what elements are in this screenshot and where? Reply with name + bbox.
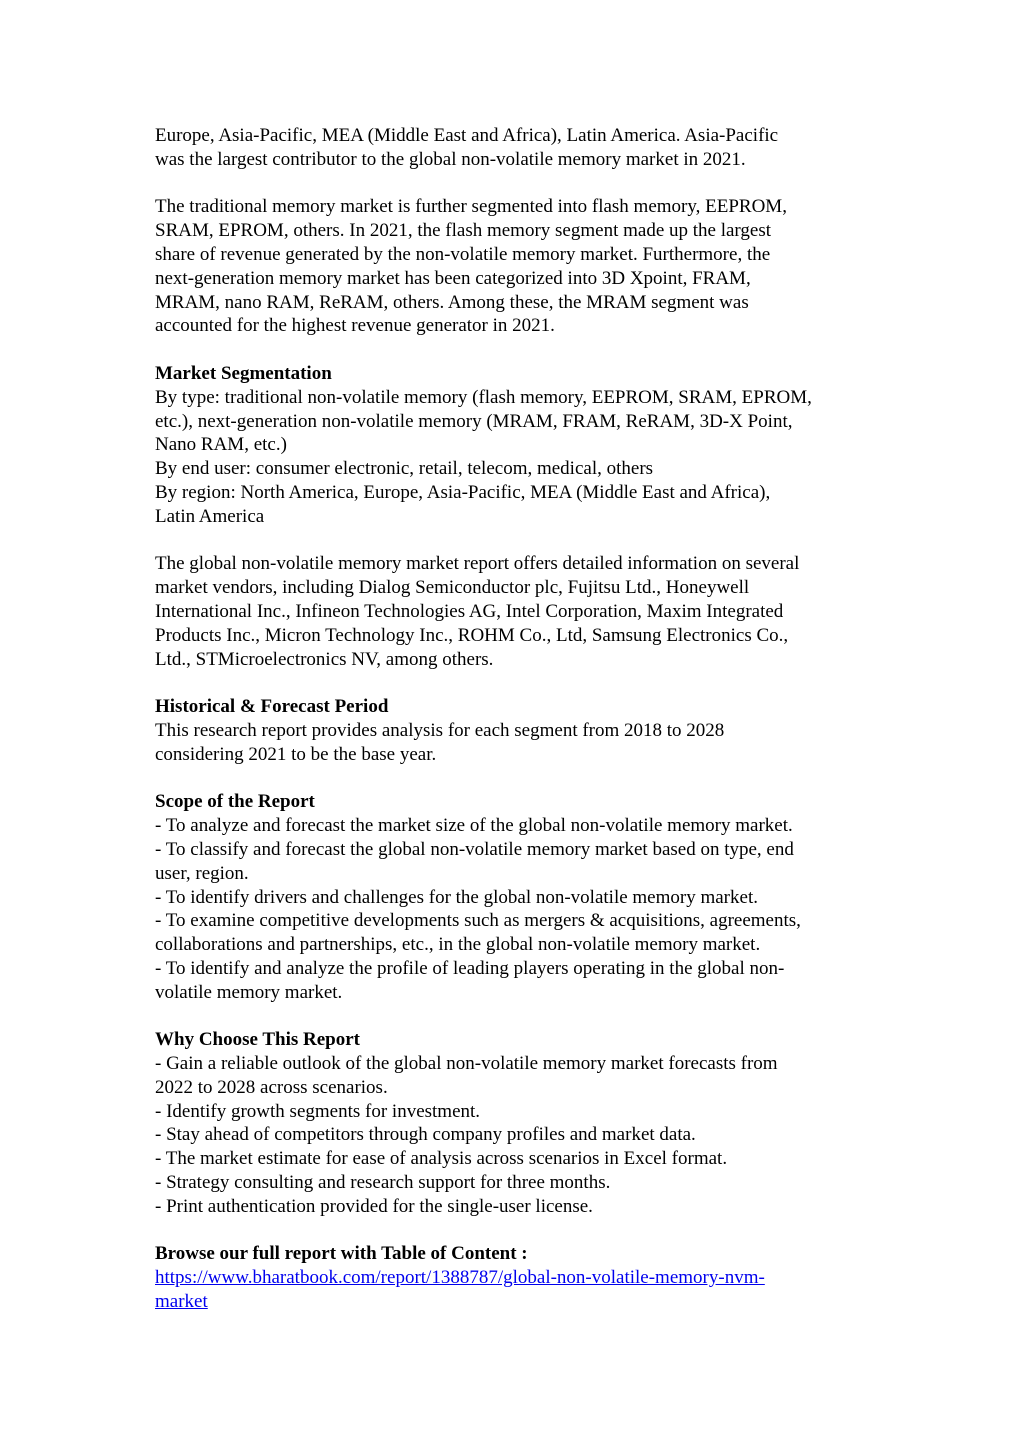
- text-line: By end user: consumer electronic, retail, telecom, medical, others: [155, 458, 654, 480]
- text-line: considering 2021 to be the base year.: [155, 743, 437, 765]
- text-line: Latin America: [155, 505, 265, 527]
- text-line: - To identify drivers and challenges for the global non-volatile memory market.: [155, 886, 758, 908]
- text-line: Products Inc., Micron Technology Inc., ROHM Co., Ltd, Samsung Electronics Co.,: [155, 624, 789, 646]
- section-heading: Browse our full report with Table of Content :: [155, 1243, 528, 1265]
- text-line: accounted for the highest revenue generator in 2021.: [155, 315, 555, 337]
- text-line: Europe, Asia-Pacific, MEA (Middle East and Africa), Latin America. Asia-Pacific: [155, 125, 779, 146]
- text-line: - Gain a reliable outlook of the global non-volatile memory market forecasts from: [155, 1053, 778, 1075]
- text-line: SRAM, EPROM, others. In 2021, the flash memory segment made up the largest: [155, 220, 772, 242]
- text-line: - To identify and analyze the profile of leading players operating in the global non-: [155, 957, 785, 979]
- text-line: MRAM, nano RAM, ReRAM, others. Among these, the MRAM segment was: [155, 291, 749, 313]
- text-line: This research report provides analysis for each segment from 2018 to 2028: [155, 719, 725, 741]
- document-page: [155, 124, 875, 1338]
- text-line: 2022 to 2028 across scenarios.: [155, 1076, 388, 1098]
- text-line: - To analyze and forecast the market size of the global non-volatile memory market.: [155, 815, 793, 837]
- section-heading: Market Segmentation: [155, 362, 332, 384]
- text-line: collaborations and partnerships, etc., in the global non-volatile memory market.: [155, 934, 761, 956]
- text-line: The traditional memory market is further segmented into flash memory, EEPROM,: [155, 196, 787, 218]
- text-line: - To classify and forecast the global non-volatile memory market based on type, end: [155, 838, 794, 860]
- report-link[interactable]: [155, 1266, 875, 1312]
- section-historical-forecast: [155, 695, 875, 766]
- text-line: - To examine competitive developments such as mergers & acquisitions, agreements,: [155, 910, 801, 932]
- text-line: Nano RAM, etc.): [155, 434, 287, 456]
- section-heading: Why Choose This Report: [155, 1029, 360, 1051]
- text-line: volatile memory market.: [155, 981, 343, 1003]
- paragraph-vendors: [155, 552, 875, 671]
- text-line: The global non-volatile memory market report offers detailed information on several: [155, 553, 800, 575]
- text-line: user, region.: [155, 862, 249, 884]
- section-heading: Historical & Forecast Period: [155, 696, 389, 718]
- text-line: By type: traditional non-volatile memory (flash memory, EEPROM, SRAM, EPROM,: [155, 386, 812, 408]
- text-line: was the largest contributor to the global non-volatile memory market in 2021.: [155, 148, 746, 170]
- text-line: next-generation memory market has been categorized into 3D Xpoint, FRAM,: [155, 267, 751, 289]
- paragraph-region-intro: [155, 124, 875, 172]
- section-why-choose: [155, 1028, 875, 1218]
- text-line: - Print authentication provided for the single-user license.: [155, 1195, 593, 1217]
- text-line: share of revenue generated by the non-volatile memory market. Furthermore, the: [155, 243, 771, 265]
- section-market-segmentation: [155, 362, 875, 529]
- text-line: - Strategy consulting and research support for three months.: [155, 1172, 611, 1194]
- section-browse: [155, 1242, 875, 1313]
- text-line: - Stay ahead of competitors through company profiles and market data.: [155, 1124, 696, 1146]
- section-scope: [155, 790, 875, 1004]
- paragraph-traditional-memory: [155, 195, 875, 338]
- text-line: - The market estimate for ease of analysis across scenarios in Excel format.: [155, 1148, 728, 1170]
- text-line: By region: North America, Europe, Asia-Pacific, MEA (Middle East and Africa),: [155, 481, 771, 503]
- text-line: market vendors, including Dialog Semiconductor plc, Fujitsu Ltd., Honeywell: [155, 577, 750, 599]
- text-line: Ltd., STMicroelectronics NV, among others.: [155, 648, 494, 670]
- link-text-line[interactable]: https://www.bharatbook.com/report/1388787/global-non-volatile-memory-nvm-: [155, 1267, 765, 1289]
- text-line: International Inc., Infineon Technologies AG, Intel Corporation, Maxim Integrated: [155, 600, 784, 622]
- text-line: etc.), next-generation non-volatile memory (MRAM, FRAM, ReRAM, 3D-X Point,: [155, 410, 793, 432]
- section-heading: Scope of the Report: [155, 791, 315, 813]
- link-text-line[interactable]: market: [155, 1291, 208, 1313]
- text-line: - Identify growth segments for investment.: [155, 1100, 481, 1122]
